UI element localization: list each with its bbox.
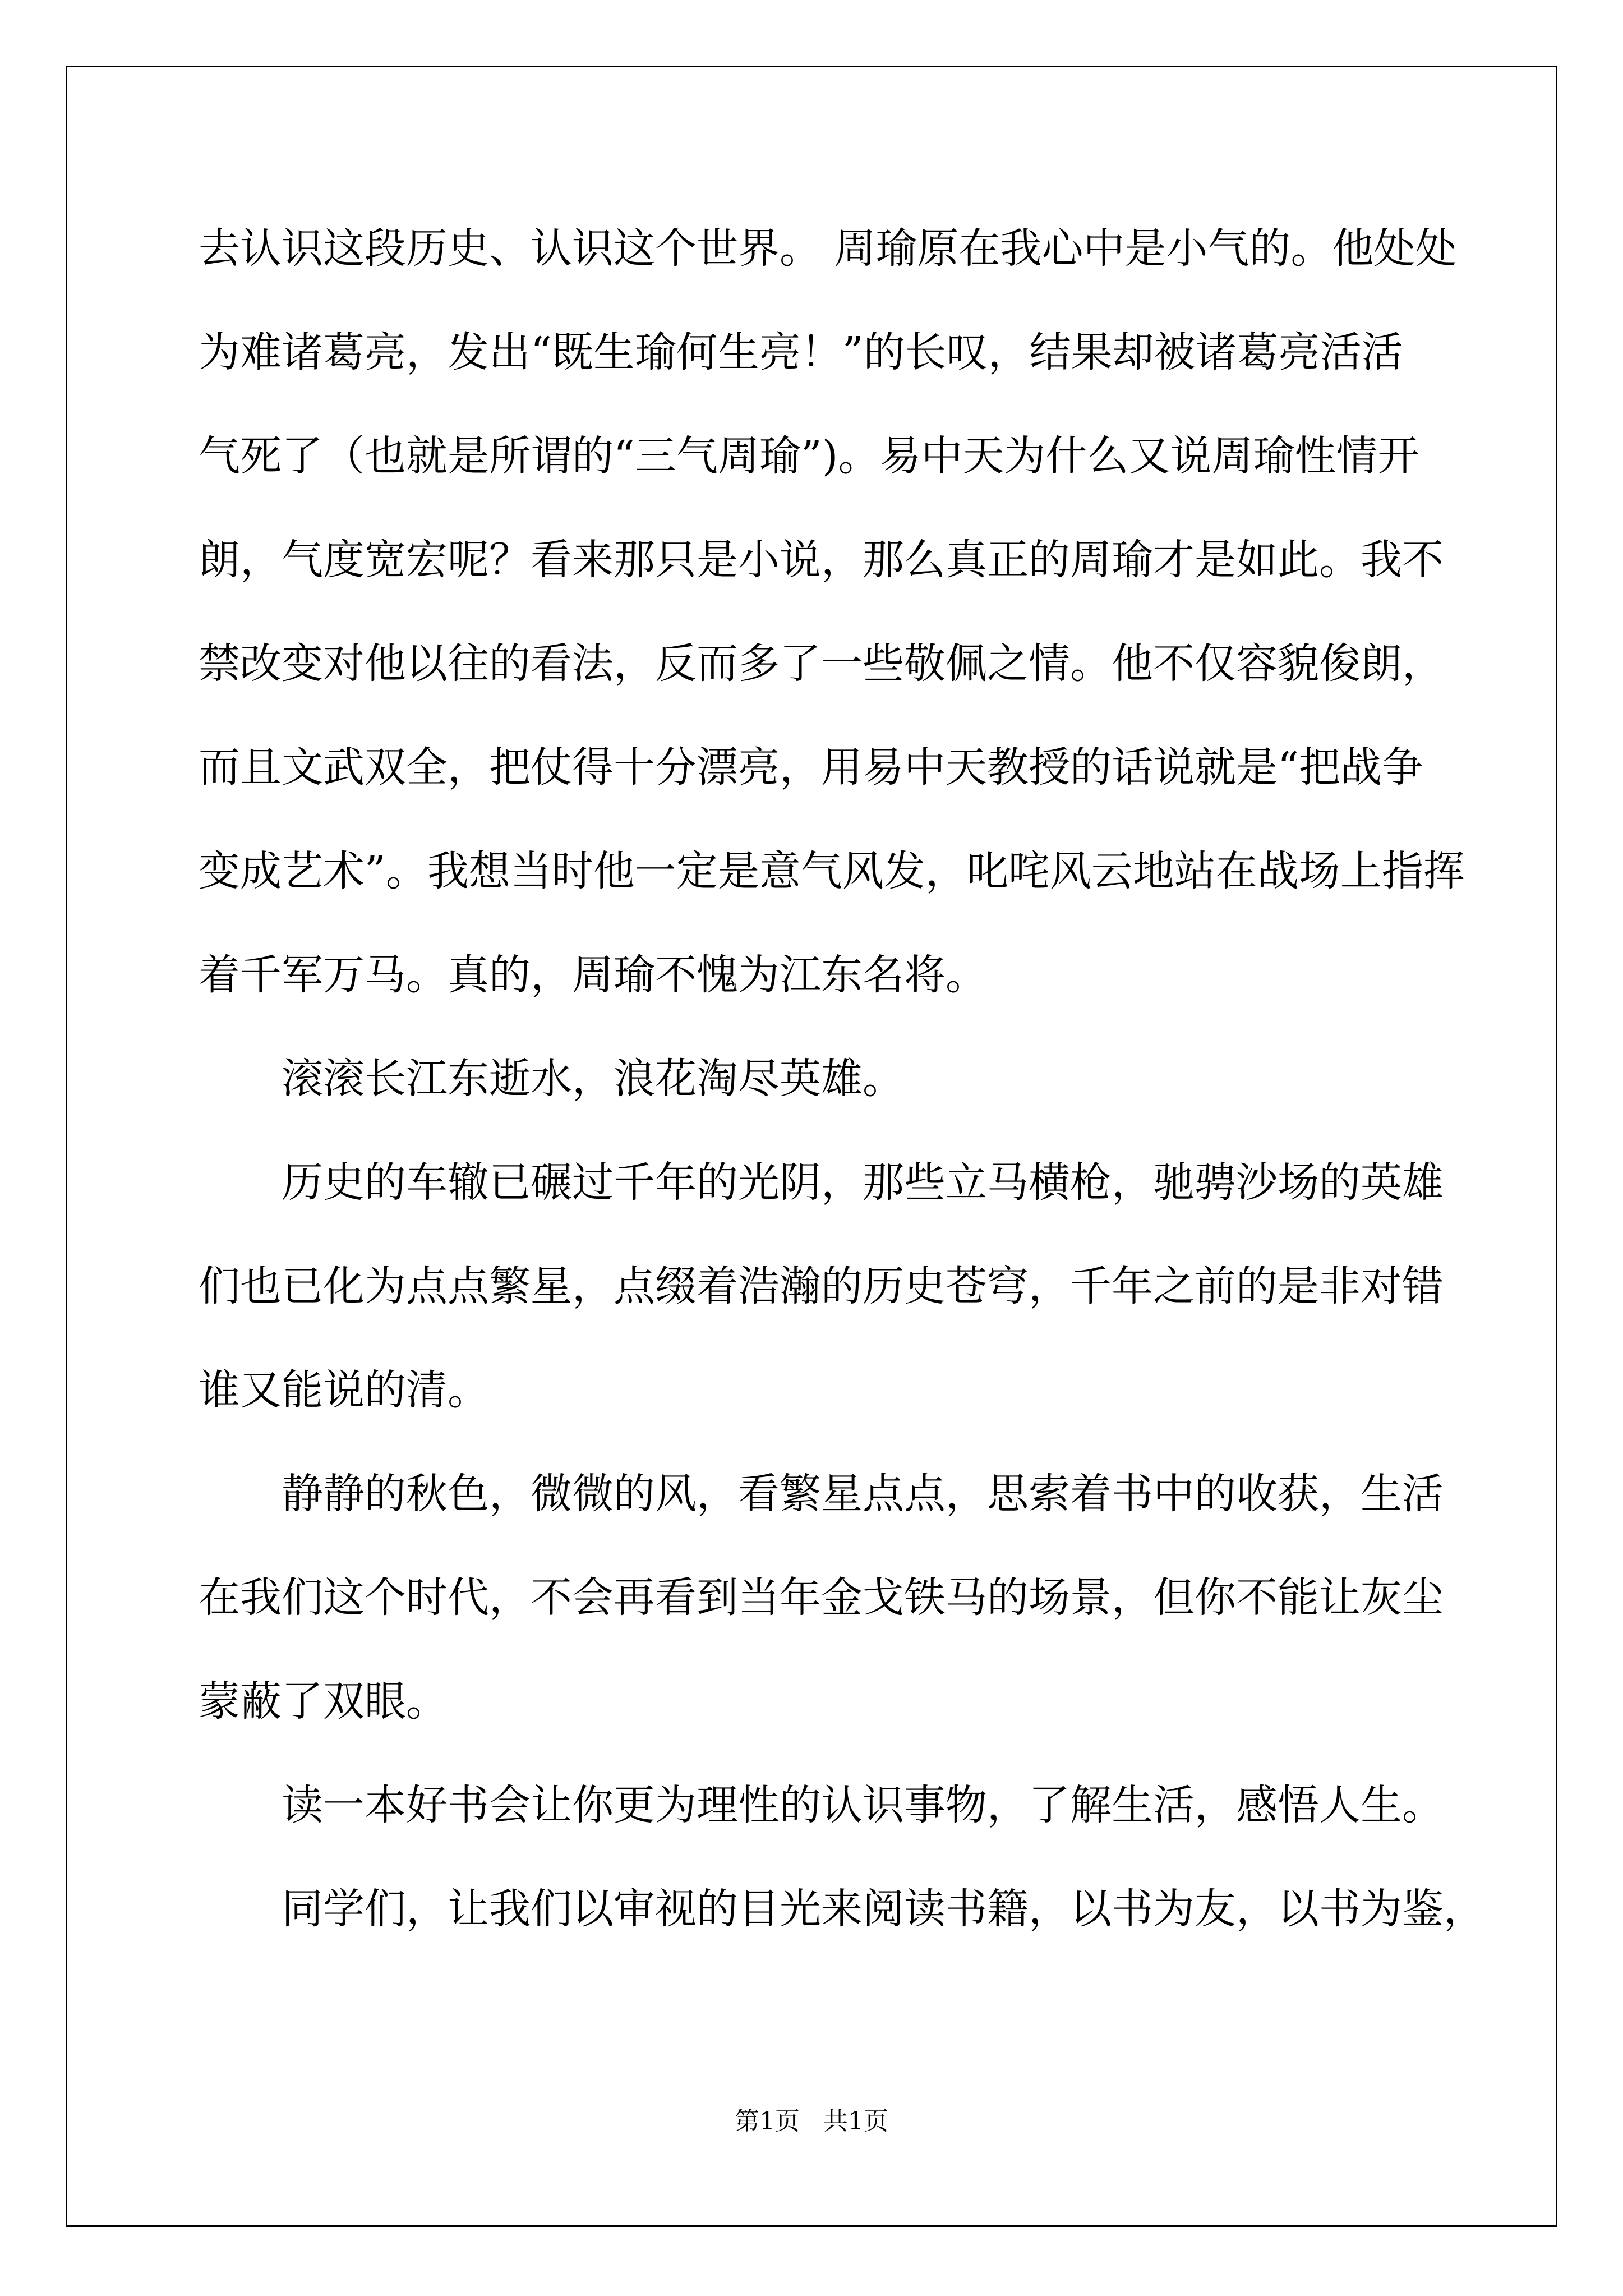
paragraph-first-line: 历史的车辙已碾过千年的光阴，那些立马横枪，驰骋沙场的英雄 — [282, 1158, 1444, 1207]
text-line: 而且文武双全，把仗得十分漂亮，用易中天教授的话说就是“把战争 — [199, 743, 1423, 792]
text-line: 去认识这段历史、认识这个世界。 周瑜原在我心中是小气的。他处处 — [199, 224, 1457, 273]
text-line: 为难诸葛亮，发出“既生瑜何生亮！”的长叹，结果却被诸葛亮活活 — [199, 328, 1403, 376]
text-line: 朗，气度宽宏呢？看来那只是小说，那么真正的周瑜才是如此。我不 — [199, 536, 1444, 584]
document-body — [199, 222, 1485, 1986]
text-line: 蒙蔽了双眼。 — [199, 1677, 448, 1726]
paragraph-first-line: 静静的秋色，微微的风，看繁星点点，思索着书中的收获，生活 — [282, 1470, 1444, 1518]
text-line: 在我们这个时代，不会再看到当年金戈铁马的场景，但你不能让灰尘 — [199, 1573, 1444, 1622]
page-footer: 第1页 共1页 — [735, 2107, 888, 2136]
text-line: 变成艺术”。我想当时他一定是意气风发，叱咤风云地站在战场上指挥 — [199, 847, 1465, 895]
paragraph-first-line: 滚滚长江东逝水，浪花淘尽英雄。 — [282, 1055, 904, 1103]
paragraph-first-line: 同学们，让我们以审视的目光来阅读书籍，以书为友，以书为鉴， — [282, 1885, 1485, 1933]
text-line: 气死了（也就是所谓的“三气周瑜”)。易中天为什么又说周瑜性情开 — [199, 432, 1419, 480]
text-line: 们也已化为点点繁星，点缀着浩瀚的历史苍穹，千年之前的是非对错 — [199, 1262, 1444, 1310]
text-line: 谁又能说的清。 — [199, 1366, 489, 1414]
text-line: 禁改变对他以往的看法，反而多了一些敬佩之情。他不仅容貌俊朗， — [199, 639, 1444, 688]
text-line: 着千军万马。真的，周瑜不愧为江东名将。 — [199, 951, 987, 999]
paragraph-first-line: 读一本好书会让你更为理性的认识事物，了解生活，感悟人生。 — [282, 1781, 1444, 1829]
